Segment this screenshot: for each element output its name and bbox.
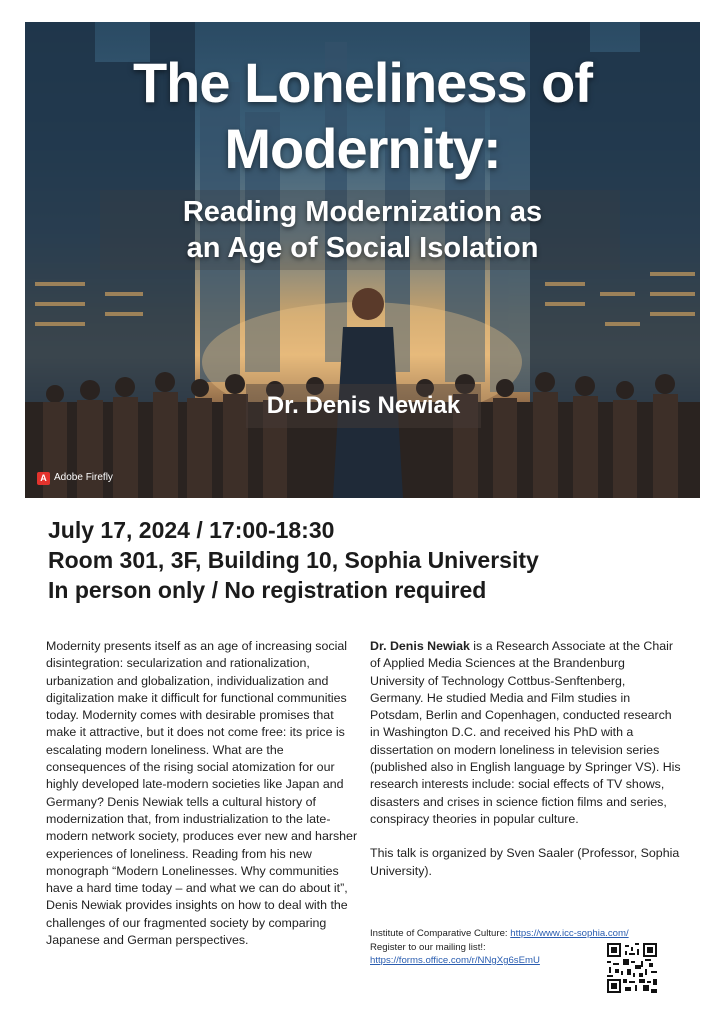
organizer-note: This talk is organized by Sven Saaler (Professor, Sophia University).: [370, 846, 680, 878]
subtitle-line-2: an Age of Social Isolation: [186, 232, 539, 264]
event-location: Room 301, 3F, Building 10, Sophia University: [48, 547, 539, 573]
adobe-logo-icon: A: [37, 472, 50, 485]
event-date-time: July 17, 2024 / 17:00-18:30: [48, 517, 335, 543]
bio-column: [370, 638, 682, 880]
institute-link[interactable]: https://www.icc-sophia.com/: [510, 928, 629, 939]
image-credit: [37, 471, 113, 485]
event-attendance: In person only / No registration required: [48, 577, 487, 603]
image-credit-label: Adobe Firefly: [54, 472, 113, 483]
abstract-column: [46, 638, 358, 949]
abstract-text: Modernity presents itself as an age of increasing social disintegration: secularization and rationalization, urbanization and globalization, individualization and digitalization make it difficult for functional communities today. Modernity comes with desirable promises that make it attractive, but it does not come free: its price is escalating modern loneliness. What are the consequences of the rising social atomization for our highly developed late-modern societies like Japan and Germany? Denis Newiak tells a cultural history of modernization that, from industrialization to the late-modern network society, produces ever new and harsher experiences of loneliness. Reading from his new monograph “Modern Lonelinesses. Why communities have a hard time today – and what we can do about it”, Denis Newiak provides insights on how to deal with the challenges of our fragmented society by comparing Japanese and German perspectives.: [46, 639, 358, 948]
title-line-2: Modernity:: [224, 117, 501, 180]
subtitle-line-1: Reading Modernization as: [182, 196, 543, 228]
event-details: [48, 515, 688, 605]
institute-line: [370, 927, 670, 941]
qr-code-icon[interactable]: [607, 943, 657, 993]
hero-banner: [25, 22, 700, 498]
speaker-name: Dr. Denis Newiak: [266, 392, 461, 419]
institute-label: Institute of Comparative Culture:: [370, 928, 511, 939]
speaker-bio: [370, 638, 682, 828]
bio-text: is a Research Associate at the Chair of Applied Media Sciences at the Brandenburg University of Technology Cottbus-Senftenberg, Germany. He studied Media and Film studies in Potsdam, Berlin and Copenhagen, conducted research in Washington D.C. and received his PhD with a dissertation on modern loneliness in television series (published also in English language by Springer VS). His research interests include: social effects of TV shows, disasters and crises in science fiction films and series, conspiracy theories in popular culture.: [370, 639, 681, 826]
title-line-1: The Loneliness of: [132, 51, 593, 114]
mailing-label: Register to our mailing list!:: [370, 941, 486, 953]
mailing-link[interactable]: https://forms.office.com/r/NNgXg6sEmU: [370, 955, 540, 966]
bio-name: Dr. Denis Newiak: [370, 639, 470, 653]
